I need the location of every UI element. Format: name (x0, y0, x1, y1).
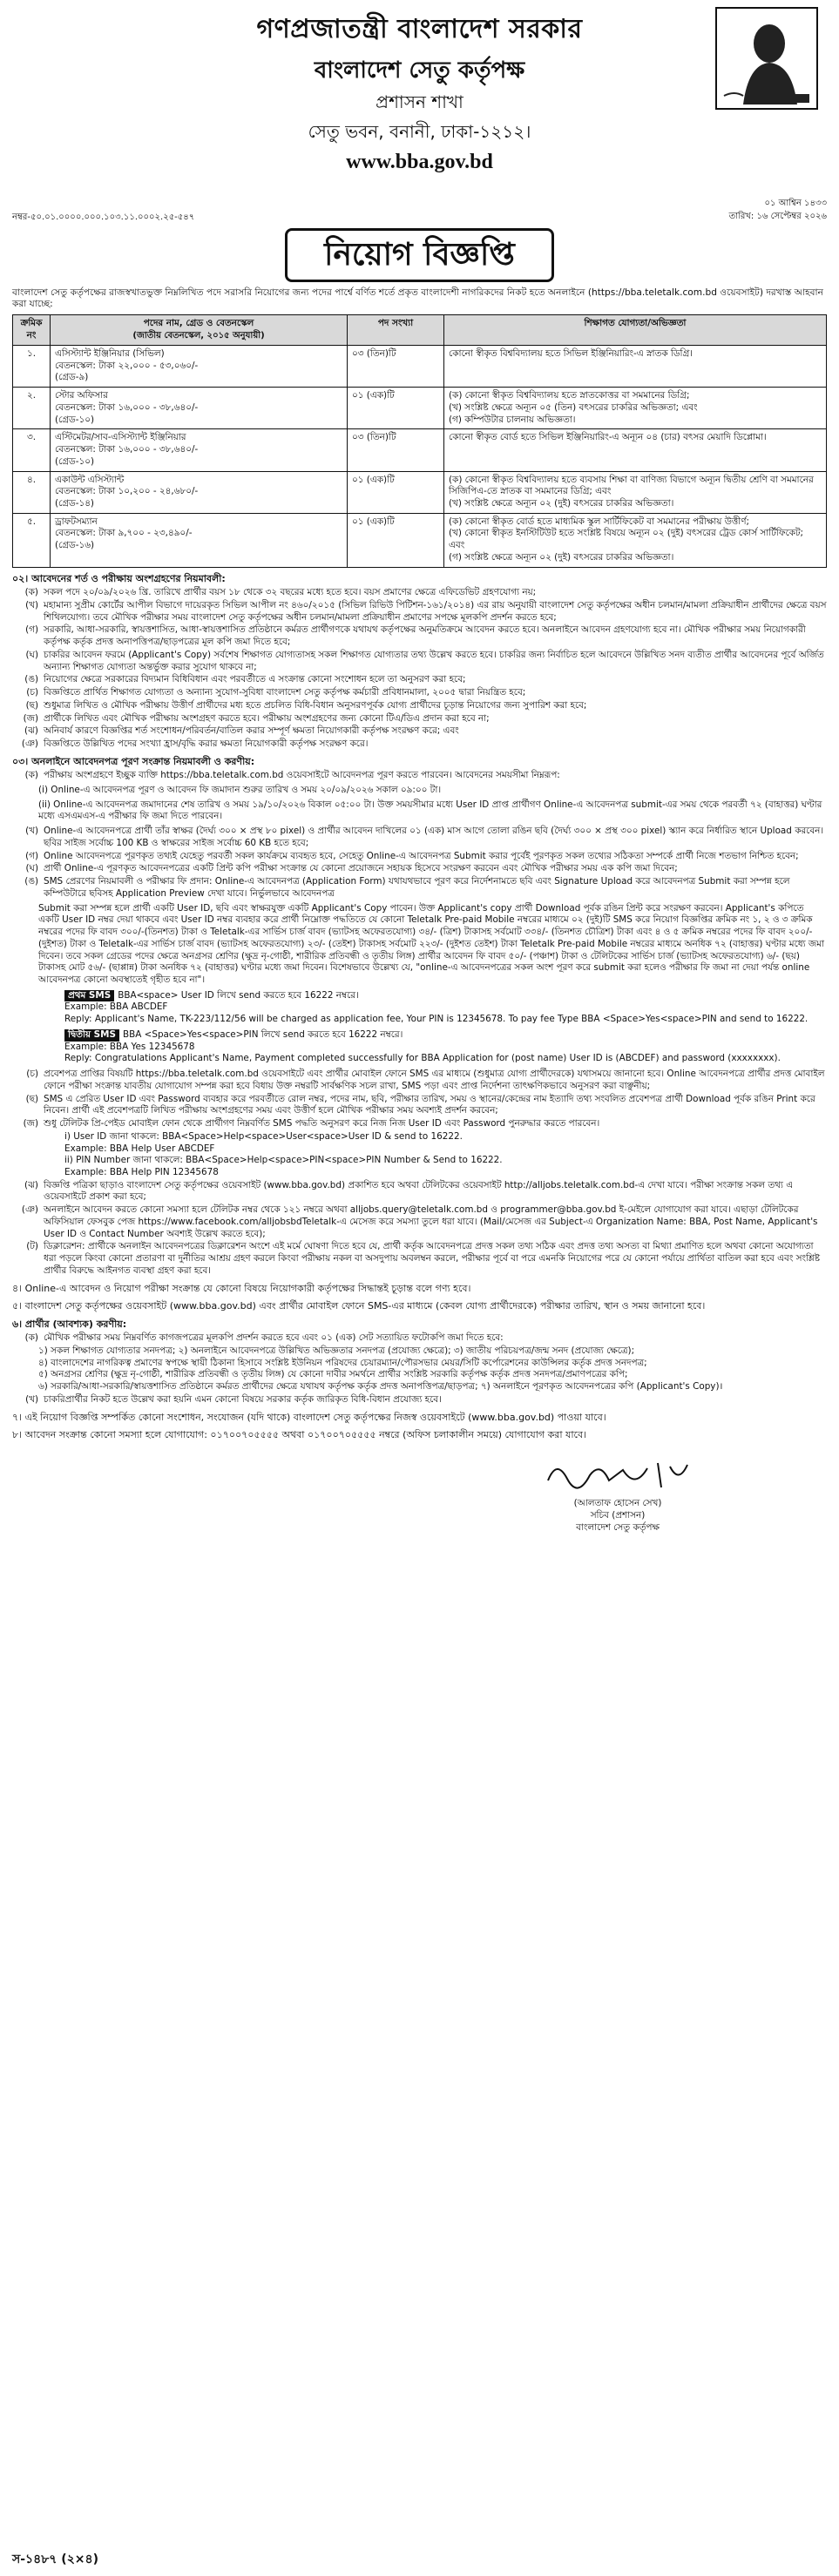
sms-first-text: BBA<space> User ID লিখে send করতে হবে 16222 নম্বরে। (118, 989, 359, 1001)
list-item (12, 876, 827, 900)
item-text: চাকরিপ্রার্থীর নিকট হতে উল্লেখ করা হয়নি এমন কোনো বিষয়ে সরকার কর্তৃক জারিকৃত বিধি-বিধান প্রযোজ্য হবে। (44, 1393, 442, 1405)
sub-line: (ii) Online-এ আবেদনপত্র জমাদানের শেষ তারিখ ও সময় ১৯/১০/২০২৬ বিকাল ০৫:০০ টা। উক্ত সময়সীমার মধ্যে User ID প্রাপ্ত প্রার্থীগণ Online-এ আবেদনপত্র submit-এর সময় থেকে পরবর্তী ৭২ (বাহাত্তর) ঘণ্টার মধ্যে এসএমএস-এ পরীক্ষার ফি জমা দিতে পারবেন। (38, 799, 822, 822)
row-count: ০১ (এক)টি (348, 388, 444, 429)
col-post-label: পদের নাম, গ্রেড ও বেতনস্কেল (143, 318, 254, 329)
row-post-cell (51, 471, 348, 513)
list-item (12, 851, 827, 863)
section-7-text: ৭। এই নিয়োগ বিজ্ঞপ্তি সম্পর্কিত কোনো সংশোধন, সংযোজন (যদি থাকে) বাংলাদেশ সেতু কর্তৃপক্ষের নিজস্ব ওয়েবসাইটে (www.bba.gov.bd) পাওয়া যাবে। (12, 1411, 606, 1423)
col-post (51, 315, 348, 345)
list-item (12, 687, 827, 699)
post-name: একাউন্ট এসিস্ট্যান্ট (55, 474, 125, 485)
signatory-name: (আলতাফ হোসেন সেখ) (573, 1498, 662, 1509)
post-scale: বেতনস্কেল: টাকা ২২,০০০ - ৫৩,০৬০/- (55, 360, 199, 371)
item-text: শুধু টেলিটক প্রি-পেইড মোবাইল ফোন থেকে প্রার্থীগণ নিম্নবর্ণিত SMS পদ্ধতি অনুসরণ করে নিজ নিজ User ID এবং Password পুনরুদ্ধার করতে পারবেন। (44, 1118, 600, 1130)
qualification-line: (খ) সংশ্লিষ্ট ক্ষেত্রে অন্যূন ০৫ (তিন) বৎসরের চাকরির অভিজ্ঞতা; এবং (449, 401, 698, 413)
sub-line: ৬) সরকারি/আধা-সরকারি/স্বায়ত্তশাসিত প্রতিষ্ঠানে কর্মরত প্রার্থীদের ক্ষেত্রে যথাযথ কর্তৃপক্ষ কর্তৃক প্রদত্ত অনাপত্তিপত্র/ছাড়পত্র; ৭) অনলাইনে পূরণকৃত আবেদনপত্রের কপি (Applicant's Copy)। (38, 1381, 723, 1393)
list-item (12, 674, 827, 686)
item-text: সরকারি, আধা-সরকারি, স্বায়ত্তশাসিত, আধা-স্বায়ত্তশাসিত প্রতিষ্ঠানে কর্মরত প্রার্থীগণকে যথাযথ কর্তৃপক্ষের অনুমতিক্রমে আবেদন করতে হবে। অনলাইনে আবেদন গ্রহণযোগ্য হবে না। মৌখিক পরীক্ষার সময় নিয়োগকারী কর্তৃপক্ষ কর্তৃক প্রদত্ত অনাপত্তিপত্র/ছাড়পত্রের মূল কপি জমা দিতে হবে; (44, 624, 806, 648)
signature-block (487, 1454, 748, 1534)
sub-line: ৪) বাংলাদেশের নাগরিকত্ব প্রমাণের স্বপক্ষে স্থায়ী ঠিকানা হিসাবে সংশ্লিষ্ট ইউনিয়ন পরিষদের চেয়ারম্যান/পৌরসভার মেয়র/সিটি কর্পোরেশনের কাউন্সিলর কর্তৃক প্রদত্ত সনদপত্র; (38, 1357, 647, 1368)
list-item (12, 1241, 827, 1277)
item-text: প্রবেশপত্র প্রাপ্তির বিষয়টি https://bba.teletalk.com.bd ওয়েবসাইটে এবং প্রার্থীর মোবাইল ফোনে SMS এর মাধ্যমে (শুধুমাত্র যোগ্য প্রার্থীদেরকে) যথাসময়ে জানানো হবে। Online আবেদনপত্রে প্রার্থীর প্রদত্ত মোবাইল ফোনে পরীক্ষা সংক্রান্ত যাবতীয় যোগাযোগ সম্পন্ন করা হবে বিধায় উক্ত নম্বরটি সার্বক্ষণিক সচল রাখা, SMS পড়া এবং প্রাপ্ত নির্দেশনা তাৎক্ষণিকভাবে অনুসরণ করা বাঞ্ছনীয়; (44, 1069, 825, 1091)
list-item (12, 863, 827, 875)
date-block (729, 197, 827, 223)
item-label: (খ) (25, 599, 38, 610)
post-scale: বেতনস্কেল: টাকা ১৬,০০০ - ৩৮,৬৪০/- (55, 444, 199, 455)
post-grade: (গ্রেড-১০) (55, 414, 95, 425)
sms-second-tag: দ্বিতীয় SMS (64, 1029, 119, 1042)
fee-paragraph: Submit করা সম্পন্ন হলে প্রার্থী একটি User ID, ছবি এবং স্বাক্ষরযুক্ত একটি Applicant's Copy পাবেন। উক্ত Applicant's copy প্রার্থী Download পূর্বক রঙিন প্রিন্ট করে সংরক্ষণ করবেন। Applicant's কপিতে একটি User ID নম্বর দেয়া থাকবে এবং User ID নম্বর ব্যবহার করে প্রার্থী নিম্নোক্ত পদ্ধতিতে যে কোনো Teletalk Pre-paid Mobile নম্বরের মাধ্যমে ০২ (দুই)টি SMS করে নিয়োগ বিজ্ঞপ্তির ক্রমিক নং ১, ২ ও ৩ ক্রমিক নম্বরের পদের ফি বাবদ ৩০০/-(তিনশত) টাকা ও Teletalk-এর সার্ভিস চার্জ বাবদ (ভ্যাটসহ অফেরতযোগ্য) ৩৪/- (ত্রিশ) টাকাসহ সর্বমোট ৩৩৪/- (তিনশত চৌত্রিশ) টাকা এবং ৪ ও ৫ ক্রমিক নম্বরের পদের ফি বাবদ ২০০/- (দুইশত) টাকা ও Teletalk-এর সার্ভিস চার্জ বাবদ (ভ্যাটসহ অফেরতযোগ্য) ২৩/- (তেইশ) টাকাসহ সর্বমোট ২২৩/- (দুইশত তেইশ) টাকা Teletalk Pre-paid Mobile নম্বরের মাধ্যমে অনধিক ৭২ (বাহাত্তর) ঘণ্টার মধ্যে জমা দিবেন। তবে সকল গ্রেডের পদের ক্ষেত্রে অনগ্রসর শ্রেণির (ক্ষুদ্র নৃ-গোষ্ঠী, শারীরিক প্রতিবন্ধী ও তৃতীয় লিঙ্গ) প্রার্থীর আবেদন ফি বাবদ ৫০/- (পঞ্চাশ) টাকা ও টেলিটকের সার্ভিস চার্জ (ভ্যাটসহ অফেরতযোগ্য) ৬/- (ছয়) টাকাসহ মোট ৫৬/- (ছাপ্পান্ন) টাকা অনধিক ৭২ (বাহাত্তর) ঘণ্টার মধ্যে জমা দিবেন। বিশেষভাবে উল্লেখ্য যে, "online-এ আবেদনপত্রের সকল অংশ পূরণ করে submit করা হলেও পরীক্ষার ফি জমা না দেয়া পর্যন্ত online আবেদনপত্র কোনো অবস্থাতেই গৃহীত হবে না"। (38, 902, 824, 985)
item-text: নিয়োগের ক্ষেত্রে সরকারের বিদ্যমান বিধিবিধান এবং পরবর্তীতে এ সংক্রান্ত কোনো সংশোধন হলে তা অনুসরণ করা হবে; (44, 674, 466, 685)
item-label: (জ) (23, 712, 38, 724)
row-post-cell (51, 513, 348, 567)
item-text: Online-এ আবেদনপত্রে প্রার্থী তাঁর স্বাক্ষর (দৈর্ঘ্য ৩০০ × প্রস্থ ৮০ pixel) ও প্রার্থীর আবেদন দাখিলের ০১ (এক) মাস আগে তোলা রঙিন ছবি (দৈর্ঘ্য ৩০০ × প্রস্থ ৩০০ pixel) স্ক্যান করে নির্ধারিত স্থানে Upload করবেন। ছবির সাইজ সর্বোচ্চ 100 KB ও স্বাক্ষরের সাইজ সর্বোচ্চ 60 KB হতে হবে; (44, 826, 824, 848)
item-label: (ঘ) (25, 863, 38, 874)
post-name: স্টোর অফিসার (55, 390, 108, 401)
item-text: বিজ্ঞপ্তিতে প্রার্থিত শিক্ষাগত যোগ্যতা ও অন্যান্য সুযোগ-সুবিধা বাংলাদেশ সেতু কর্তৃপক্ষ কর্মচারী প্রবিধানমালা, ২০০৫ দ্বারা নিয়ন্ত্রিত হবে; (44, 687, 526, 698)
item-label: (ঝ) (24, 1179, 38, 1190)
post-name: এস্টিমেটর/সাব-এসিস্ট্যান্ট ইঞ্জিনিয়ার (55, 432, 186, 443)
title-banner (12, 228, 827, 282)
signature-icon (539, 1454, 696, 1494)
row-serial: ৩. (13, 429, 51, 471)
post-name: ড্রাফটসম্যান (55, 516, 98, 527)
list-item (12, 700, 827, 712)
sub-line: Example: BBA Help User ABCDEF (64, 1143, 215, 1154)
item-text: অনিবার্য কারণে বিজ্ঞপ্তির শর্ত সংশোধন/পরিবর্তন/বাতিল করার সম্পূর্ণ ক্ষমতা নিয়োগকারী কর্তৃপক্ষ সংরক্ষণ করে; এবং (44, 725, 459, 737)
section-6-title: ৬। প্রার্থীর (আবশ্যক) করণীয়: (12, 1318, 127, 1330)
table-row (13, 471, 827, 513)
row-count: ০১ (এক)টি (348, 513, 444, 567)
list-item (12, 1094, 827, 1117)
post-grade: (গ্রেড-১৬) (55, 540, 95, 551)
posts-table (12, 314, 827, 567)
list-item (12, 1069, 827, 1092)
signatory-org: বাংলাদেশ সেতু কর্তৃপক্ষ (576, 1521, 660, 1533)
item-label: (ছ) (25, 1093, 38, 1104)
item-text: বিজ্ঞপ্তিতে উল্লিখিত পদের সংখ্যা হ্রাস/বৃদ্ধি করার ক্ষমতা নিয়োগকারী কর্তৃপক্ষ সংরক্ষণ করে। (44, 738, 369, 749)
date-english: ১৬ সেপ্টেম্বর ২০২৬ (756, 212, 827, 221)
sms-second-example: Example: BBA Yes 12345678 (64, 1041, 195, 1052)
col-serial: ক্রমিক নং (13, 315, 51, 345)
sub-line: ii) PIN Number জানা থাকলে: BBA<Space>Help<space>PIN<space>PIN Number & Send to 16222. (64, 1155, 503, 1166)
section-conditions (12, 573, 827, 751)
organization-name: বাংলাদেশ সেতু কর্তৃপক্ষ (314, 57, 525, 84)
government-title: গণপ্রজাতন্ত্রী বাংলাদেশ সরকার (256, 14, 583, 44)
item-text: মৌখিক পরীক্ষার সময় নিম্নবর্ণিত কাগজপত্রের মূলকপি প্রদর্শন করতে হবে এবং ০১ (এক) সেট সত্যায়িত ফটোকপি জমা দিতে হবে: (44, 1332, 504, 1344)
item-label: (ঞ) (21, 738, 38, 749)
signatory-designation: সচিব (প্রশাসন) (590, 1510, 646, 1521)
sub-line: (i) Online-এ আবেদনপত্র পূরণ ও আবেদন ফি জমাদান শুরুর তারিখ ও সময় ২০/০৯/২০২৬ সকাল ০৯:০০ টা। (38, 784, 442, 795)
table-row (13, 345, 827, 387)
section-conditions-title: ০২। আবেদনের শর্ত ও পরীক্ষায় অংশগ্রহণের নিয়মাবলী: (12, 572, 226, 584)
qualification-line: (খ) কোনো স্বীকৃত ইনস্টিটিউট হতে সংশ্লিষ্ট বিষয়ে অন্যূন ০২ (দুই) বৎসরের ট্রেড কোর্স সার্টিফিকেট; এবং (449, 528, 804, 551)
date-label: তারিখ: (728, 212, 754, 221)
sub-line: ১) সকল শিক্ষাগত যোগ্যতার সনদপত্র; ২) অনলাইনে আবেদনপত্রে উল্লিখিত অভিজ্ঞতার সনদপত্র (প্রযোজ্য ক্ষেত্রে); ৩) জাতীয় পরিচয়পত্র/জন্ম সনদ (প্রযোজ্য ক্ষেত্রে); (38, 1345, 635, 1356)
col-count: পদ সংখ্যা (348, 315, 444, 345)
item-text: SMS এ প্রেরিত User ID এবং Password ব্যবহার করে পরবর্তীতে রোল নম্বর, পদের নাম, ছবি, পরীক্ষার তারিখ, সময় ও স্থানের/কেন্দ্রের নাম ইত্যাদি তথ্য সংবলিত প্রবেশপত্র প্রার্থী Download পূর্বক রঙিন Print করে নিবেন। প্রার্থী এই প্রবেশপত্রটি লিখিত পরীক্ষায় অংশগ্রহণের সময় এবং উত্তীর্ণ হলে মৌখিক পরীক্ষার সময় অবশ্যই প্রদর্শন করবেন; (44, 1093, 815, 1116)
list-item: (ক) পরীক্ষায় অংশগ্রহণে ইচ্ছুক ব্যক্তি https://bba.teletalk.com.bd ওয়েবসাইটে আবেদনপত্র পূরণ করতে পারবেন। আবেদনের সময়সীমা নিম্নরূপ: (12, 770, 827, 782)
post-name: এসিস্ট্যান্ট ইঞ্জিনিয়ার (সিভিল) (55, 347, 165, 359)
section-4-text: ৪। Online-এ আবেদন ও নিয়োগ পরীক্ষা সংক্রান্ত যে কোনো বিষয়ে নিয়োগকারী কর্তৃপক্ষের সিদ্ধান্তই চূড়ান্ত বলে গণ্য হবে। (12, 1282, 471, 1294)
item-text: প্রার্থী Online-এ পূরণকৃত আবেদনপত্রের একটি প্রিন্ট কপি পরীক্ষা সংক্রান্ত যে কোনো প্রয়োজনে সহায়ক হিসেবে সংরক্ষণ করবেন এবং মৌখিক পরীক্ষার সময় এক কপি জমা দিবেন; (44, 863, 678, 874)
row-qualification (444, 513, 827, 567)
post-scale: বেতনস্কেল: টাকা ১৬,০০০ - ৩৮,৬৪০/- (55, 401, 199, 413)
item-text: মহামান্য সুপ্রীম কোর্টের আপীল বিভাগে দায়েরকৃত সিভিল আপীল নং ৪৬০/২০১৫ (সিভিল রিভিউ পিটিশন-১৬১/২০১৪) এর রায় অনুযায়ী বাংলাদেশ সেতু কর্তৃপক্ষের অধীন চলমান/মামলা প্রক্রিয়াধীন প্রার্থীদের ক্ষেত্রে বয়স শিথিলযোগ্য। তবে মৌখিক পরীক্ষার সময় বাংলাদেশ সেতু কর্তৃপক্ষের অধীন চলমান/মামলা প্রক্রিয়াধীন প্রমাণের সপক্ষে মূলকপি প্রদর্শন করতে হবে; (44, 599, 827, 623)
date-bangla: ০১ আশ্বিন ১৪৩৩ (764, 199, 827, 208)
item-label: (ঙ) (24, 876, 38, 887)
item-label: (জ) (23, 1118, 38, 1130)
item-text: সকল পদে ২০/০৯/২০২৬ খ্রি. তারিখে প্রার্থীর বয়স ১৮ থেকে ৩২ বছরের মধ্যে হতে হবে। বয়স প্রমাণের ক্ষেত্রে এফিডেভিট গ্রহণযোগ্য নয়; (44, 587, 537, 598)
application-period-text: পরীক্ষায় অংশগ্রহণে ইচ্ছুক ব্যক্তি https://bba.teletalk.com.bd ওয়েবসাইটে আবেদনপত্র পূরণ করতে পারবেন। আবেদনের সময়সীমা নিম্নরূপ: (44, 770, 560, 781)
section-final-authority (12, 1283, 827, 1442)
table-row (13, 429, 827, 471)
row-serial: ২. (13, 388, 51, 429)
item-label: (খ) (25, 1393, 38, 1405)
row-serial: ৫. (13, 513, 51, 567)
sub-line: Example: BBA Help PIN 12345678 (64, 1167, 219, 1178)
sub-line: i) User ID জানা থাকলে: BBA<Space>Help<space>User<space>User ID & send to 16222. (64, 1130, 463, 1142)
list-item (12, 1118, 827, 1130)
memo-row (12, 190, 827, 223)
list-item (12, 725, 827, 738)
col-post-sub: (জাতীয় বেতনস্কেল, ২০১৫ অনুযায়ী) (132, 331, 265, 341)
list-item (12, 1394, 827, 1406)
row-post-cell (51, 429, 348, 471)
item-text: প্রার্থীকে লিখিত এবং মৌখিক পরীক্ষায় অংশগ্রহণ করতে হবে। পরীক্ষায় অংশগ্রহণের জন্য কোনো টিএ/ডিএ প্রদান করা হবে না; (44, 712, 490, 724)
item-text: ডিক্লারেশন: প্রার্থীকে অনলাইন আবেদনপত্রের ডিক্লারেশন অংশে এই মর্মে ঘোষণা দিতে হবে যে, প্রার্থী কর্তৃক আবেদনপত্রে প্রদত্ত সকল তথ্য সঠিক এবং প্রদত্ত তথ্য অসত্য বা মিথ্যা প্রমাণিত হলে অথবা কোনো অযোগ্যতা ধরা পড়লে কিংবা কোনো প্রতারণা বা দুর্নীতির আশ্রয় গ্রহণ করলে কিংবা পরীক্ষায় নকল বা অসদুপায় অবলম্বন করলে, পরীক্ষার পূর্বে বা পরে এমনকি নিয়োগের পরে যে কোনো পর্যায়ে প্রার্থিতা বাতিল করা হবে এবং সংশ্লিষ্ট প্রার্থীর বিরুদ্ধে আইনগত ব্যবস্থা গ্রহণ করা হবে। (44, 1241, 820, 1276)
list-item (12, 826, 827, 849)
item-label: (গ) (25, 850, 38, 861)
sub-line: ৫) অনগ্রসর শ্রেণির (ক্ষুদ্র নৃ-গোষ্ঠী, শারীরিক প্রতিবন্ধী ও তৃতীয় লিঙ্গ) যে কোনো দাবীর সমর্থনে প্রার্থীর সংশ্লিষ্ট সরকারি কর্তৃপক্ষ কর্তৃক প্রদত্ত সনদপত্র/প্রমাণপত্রের কপি; (38, 1369, 628, 1380)
item-label: (ঞ) (21, 1204, 38, 1216)
item-text: SMS প্রেরণের নিয়মাবলী ও পরীক্ষার ফি প্রদান: Online-এ আবেদনপত্র (Application Form) যথাযথভাবে পূরণ করে নির্দেশনামতে ছবি এবং Signature Upload করে আবেদনপত্র Submit করা সম্পন্ন হলে কম্পিউটারে ছবিসহ Application Preview দেখা যাবে। নির্ভুলভাবে আবেদনপত্র (44, 876, 790, 899)
sms-first-example: Example: BBA ABCDEF (64, 1001, 168, 1013)
office-address: সেতু ভবন, বনানী, ঢাকা-১২১২। (308, 121, 531, 143)
sms-second-block (64, 1029, 827, 1065)
col-qualification: শিক্ষাগত যোগ্যতা/অভিজ্ঞতা (444, 315, 827, 345)
qualification-line: কোনো স্বীকৃত বোর্ড হতে সিভিল ইঞ্জিনিয়ারিং-এ অন্যূন ০৪ (চার) বৎসর মেয়াদি ডিপ্লোমা। (449, 432, 767, 443)
item-text: Online আবেদনপত্রে পূরণকৃত তথ্যই যেহেতু পরবর্তী সকল কার্যক্রমে ব্যবহৃত হবে, সেহেতু Online-এ আবেদনপত্র Submit করার পূর্বেই পূরণকৃত সকল তথ্যের সঠিকতা সম্পর্কে প্রার্থী নিজে শতভাগ নিশ্চিত হবেন; (44, 850, 799, 861)
item-label: (ঙ) (24, 674, 38, 685)
post-grade: (গ্রেড-১৪) (55, 498, 94, 509)
list-item (12, 624, 827, 648)
website-link[interactable]: www.bba.gov.bd (346, 150, 493, 173)
row-post-cell (51, 345, 348, 387)
section-8-text: ৮। আবেদন সংক্রান্ত কোনো সমস্যা হলে যোগাযোগ: ০১৭০০৭০৫৫৫৫ অথবা ০১৭০০৭০৫৫৫৫ নম্বরে (অফিস চলাকালীন সময়ে) যোগাযোগ করা যাবে। (12, 1429, 587, 1441)
qualification-line: কোনো স্বীকৃত বিশ্ববিদ্যালয় হতে সিভিল ইঞ্জিনিয়ারিং-এ স্নাতক ডিগ্রি। (449, 347, 694, 359)
intro-text: বাংলাদেশ সেতু কর্তৃপক্ষের রাজস্বখাতভুক্ত নিম্নলিখিত পদে সরাসরি নিয়োগের জন্য পদের পার্শ্বে বর্ণিত শর্তে প্রকৃত বাংলাদেশী নাগরিকদের নিকট হতে অনলাইনে (https://bba.teletalk.com.bd ওয়েবসাইট) দরখাস্ত আহবান করা যাচ্ছে: (12, 287, 823, 310)
item-label: (খ) (25, 826, 38, 837)
sms-second-reply: Reply: Congratulations Applicant's Name, Payment completed successfully for BBA Application for (post name) User ID is (ABCDEF) and password (xxxxxxxx). (64, 1053, 781, 1064)
sms-first-tag: প্রথম SMS (64, 990, 114, 1002)
qualification-line: (ক) কোনো স্বীকৃত বিশ্ববিদ্যালয় হতে ব্যবসায় শিক্ষা বা বাণিজ্য বিভাগে অন্যূন দ্বিতীয় শ্রেণি বা সমমানের সিজিপিএ-তে স্নাতক বা সমমানের ডিগ্রি; এবং (449, 474, 814, 497)
section-online-application (12, 756, 827, 1278)
item-text: চাকরির আবেদন ফরমে (Applicant's Copy) সর্বশেষ শিক্ষাগত যোগ্যতাসহ সকল শিক্ষাগত যোগ্যতার তথ্য উল্লেখ করতে হবে। চাকরির জন্য নির্বাচিত হলে আবেদনে উল্লিখিত সনদ ব্যতীত প্রার্থীর আবেদনের পূর্বে অর্জিত অন্যান্য শিক্ষাগত যোগ্যতা অন্তর্ভুক্ত করার সুযোগ থাকবে না; (44, 649, 824, 672)
item-label: (ক) (24, 1332, 38, 1344)
row-qualification (444, 429, 827, 471)
post-grade: (গ্রেড-৯) (55, 372, 89, 383)
list-item (12, 587, 827, 599)
qualification-line: (গ) সংশ্লিষ্ট ক্ষেত্রে অন্যূন ০২ (দুই) বৎসরের চাকরির অভিজ্ঞতা। (449, 551, 674, 563)
item-label: (ঘ) (25, 649, 38, 660)
print-code: স-১৪৮৭ (২×৪) (12, 2552, 99, 2566)
section-online-title: ০৩। অনলাইনে আবেদনপত্র পূরণ সংক্রান্ত নিয়মাবলী ও করণীয়: (12, 755, 255, 767)
item-text: অনলাইনে আবেদন করতে কোনো সমস্যা হলে টেলিটক নম্বর থেকে ১২১ নম্বরে অথবা alljobs.query@teletalk.com.bd ও programmer@bba.gov.bd ই-মেইলে যোগাযোগ করা যাবে। এছাড়া টেলিটকের অফিসিয়াল ফেসবুক পেজ https://www.facebook.com/alljobsbdTeletalk-এ মেসেজ করে সমস্যা তুলে ধরা যাবে। (Mail/মেসেজ এর Subject-এ Organization Name: BBA, Post Name, Applicant's User ID ও Contact Number অবশ্যই উল্লেখ করতে হবে); (44, 1204, 818, 1239)
row-count: ০১ (এক)টি (348, 471, 444, 513)
portrait-emblem-icon (715, 7, 818, 110)
sms-first-reply: Reply: Applicant's Name, TK-223/112/56 will be charged as application fee, Your PIN is 12345678. To pay fee Type BBA <Space>Yes<space>PIN and send to 16222. (64, 1014, 809, 1025)
item-label: (ক) (24, 587, 38, 598)
post-scale: বেতনস্কেল: টাকা ৯,৭০০ - ২৩,৪৯০/- (55, 528, 193, 539)
item-label: (গ) (25, 624, 38, 636)
item-label: (ঝ) (24, 725, 38, 737)
notice-title: নিয়োগ বিজ্ঞপ্তি (285, 228, 554, 282)
item-label: (ছ) (25, 699, 38, 711)
item-label: (ট) (26, 1241, 38, 1252)
list-item (12, 1332, 827, 1345)
row-qualification (444, 345, 827, 387)
row-qualification (444, 388, 827, 429)
branch-name: প্রশাসন শাখা (376, 91, 463, 112)
section-5-text: ৫। বাংলাদেশ সেতু কর্তৃপক্ষের ওয়েবসাইট (www.bba.gov.bd) এবং প্রার্থীর মোবাইল ফোনে SMS-এর মাধ্যমে (কেবল যোগ্য প্রার্থীদেরকে) পরীক্ষার তারিখ, স্থান ও সময় জানানো হবে। (12, 1300, 706, 1312)
row-serial: ১. (13, 345, 51, 387)
post-grade: (গ্রেড-১০) (55, 455, 95, 467)
item-text: শুধুমাত্র লিখিত ও মৌখিক পরীক্ষায় উত্তীর্ণ প্রার্থীদের মধ্য হতে প্রচলিত বিধি-বিধান অনুসরণপূর্বক যোগ্য প্রার্থীদের চূড়ান্ত নিয়োগের জন্য সুপারিশ করা হবে; (44, 699, 587, 711)
list-item (12, 1180, 827, 1204)
letterhead (12, 5, 827, 192)
table-row (13, 513, 827, 567)
item-label: (চ) (26, 1069, 38, 1080)
row-qualification (444, 471, 827, 513)
qualification-line: (গ) কম্পিউটার চালনায় অভিজ্ঞতা। (449, 414, 576, 425)
qualification-line: (ক) কোনো স্বীকৃত বোর্ড হতে মাধ্যমিক স্কুল সার্টিফিকেট বা সমমানের পরীক্ষায় উত্তীর্ণ; (449, 516, 749, 527)
memo-number: নম্বর-৫০.০১.০০০০.০০০.১০৩.১১.০০০২.২৫-৫৪৭ (12, 212, 195, 222)
row-count: ০৩ (তিন)টি (348, 429, 444, 471)
sms-second-text: BBA <Space>Yes<space>PIN লিখে send করতে হবে 16222 নম্বরে। (122, 1028, 403, 1040)
list-item (12, 1204, 827, 1240)
row-count: ০৩ (তিন)টি (348, 345, 444, 387)
signature-area (12, 1454, 827, 1602)
row-post-cell (51, 388, 348, 429)
list-item (12, 650, 827, 673)
item-label: (চ) (26, 687, 38, 698)
table-row (13, 388, 827, 429)
list-item (12, 738, 827, 751)
list-item (12, 600, 827, 624)
item-text: বিজ্ঞপ্তি পত্রিকা ছাড়াও বাংলাদেশ সেতু কর্তৃপক্ষের ওয়েবসাইট (www.bba.gov.bd) প্রকাশিত হবে অথবা টেলিটকের ওয়েবসাইট http://alljobs.teletalk.com.bd-এ দেখা যাবে। পরীক্ষা সংক্রান্ত সকল তথ্য এ ওয়েবসাইটে প্রকাশ করা হবে; (44, 1179, 794, 1203)
qualification-line: (ক) কোনো স্বীকৃত বিশ্ববিদ্যালয় হতে স্নাতকোত্তর বা সমমানের ডিগ্রি; (449, 390, 690, 401)
list-item (12, 713, 827, 725)
sms-first-block (64, 990, 827, 1026)
row-serial: ৪. (13, 471, 51, 513)
post-scale: বেতনস্কেল: টাকা ১০,২০০ - ২৪,৬৮০/- (55, 486, 199, 497)
qualification-line: (খ) সংশ্লিষ্ট ক্ষেত্রে অন্যূন ০২ (দুই) বৎসরের চাকরির অভিজ্ঞতা। (449, 498, 674, 509)
